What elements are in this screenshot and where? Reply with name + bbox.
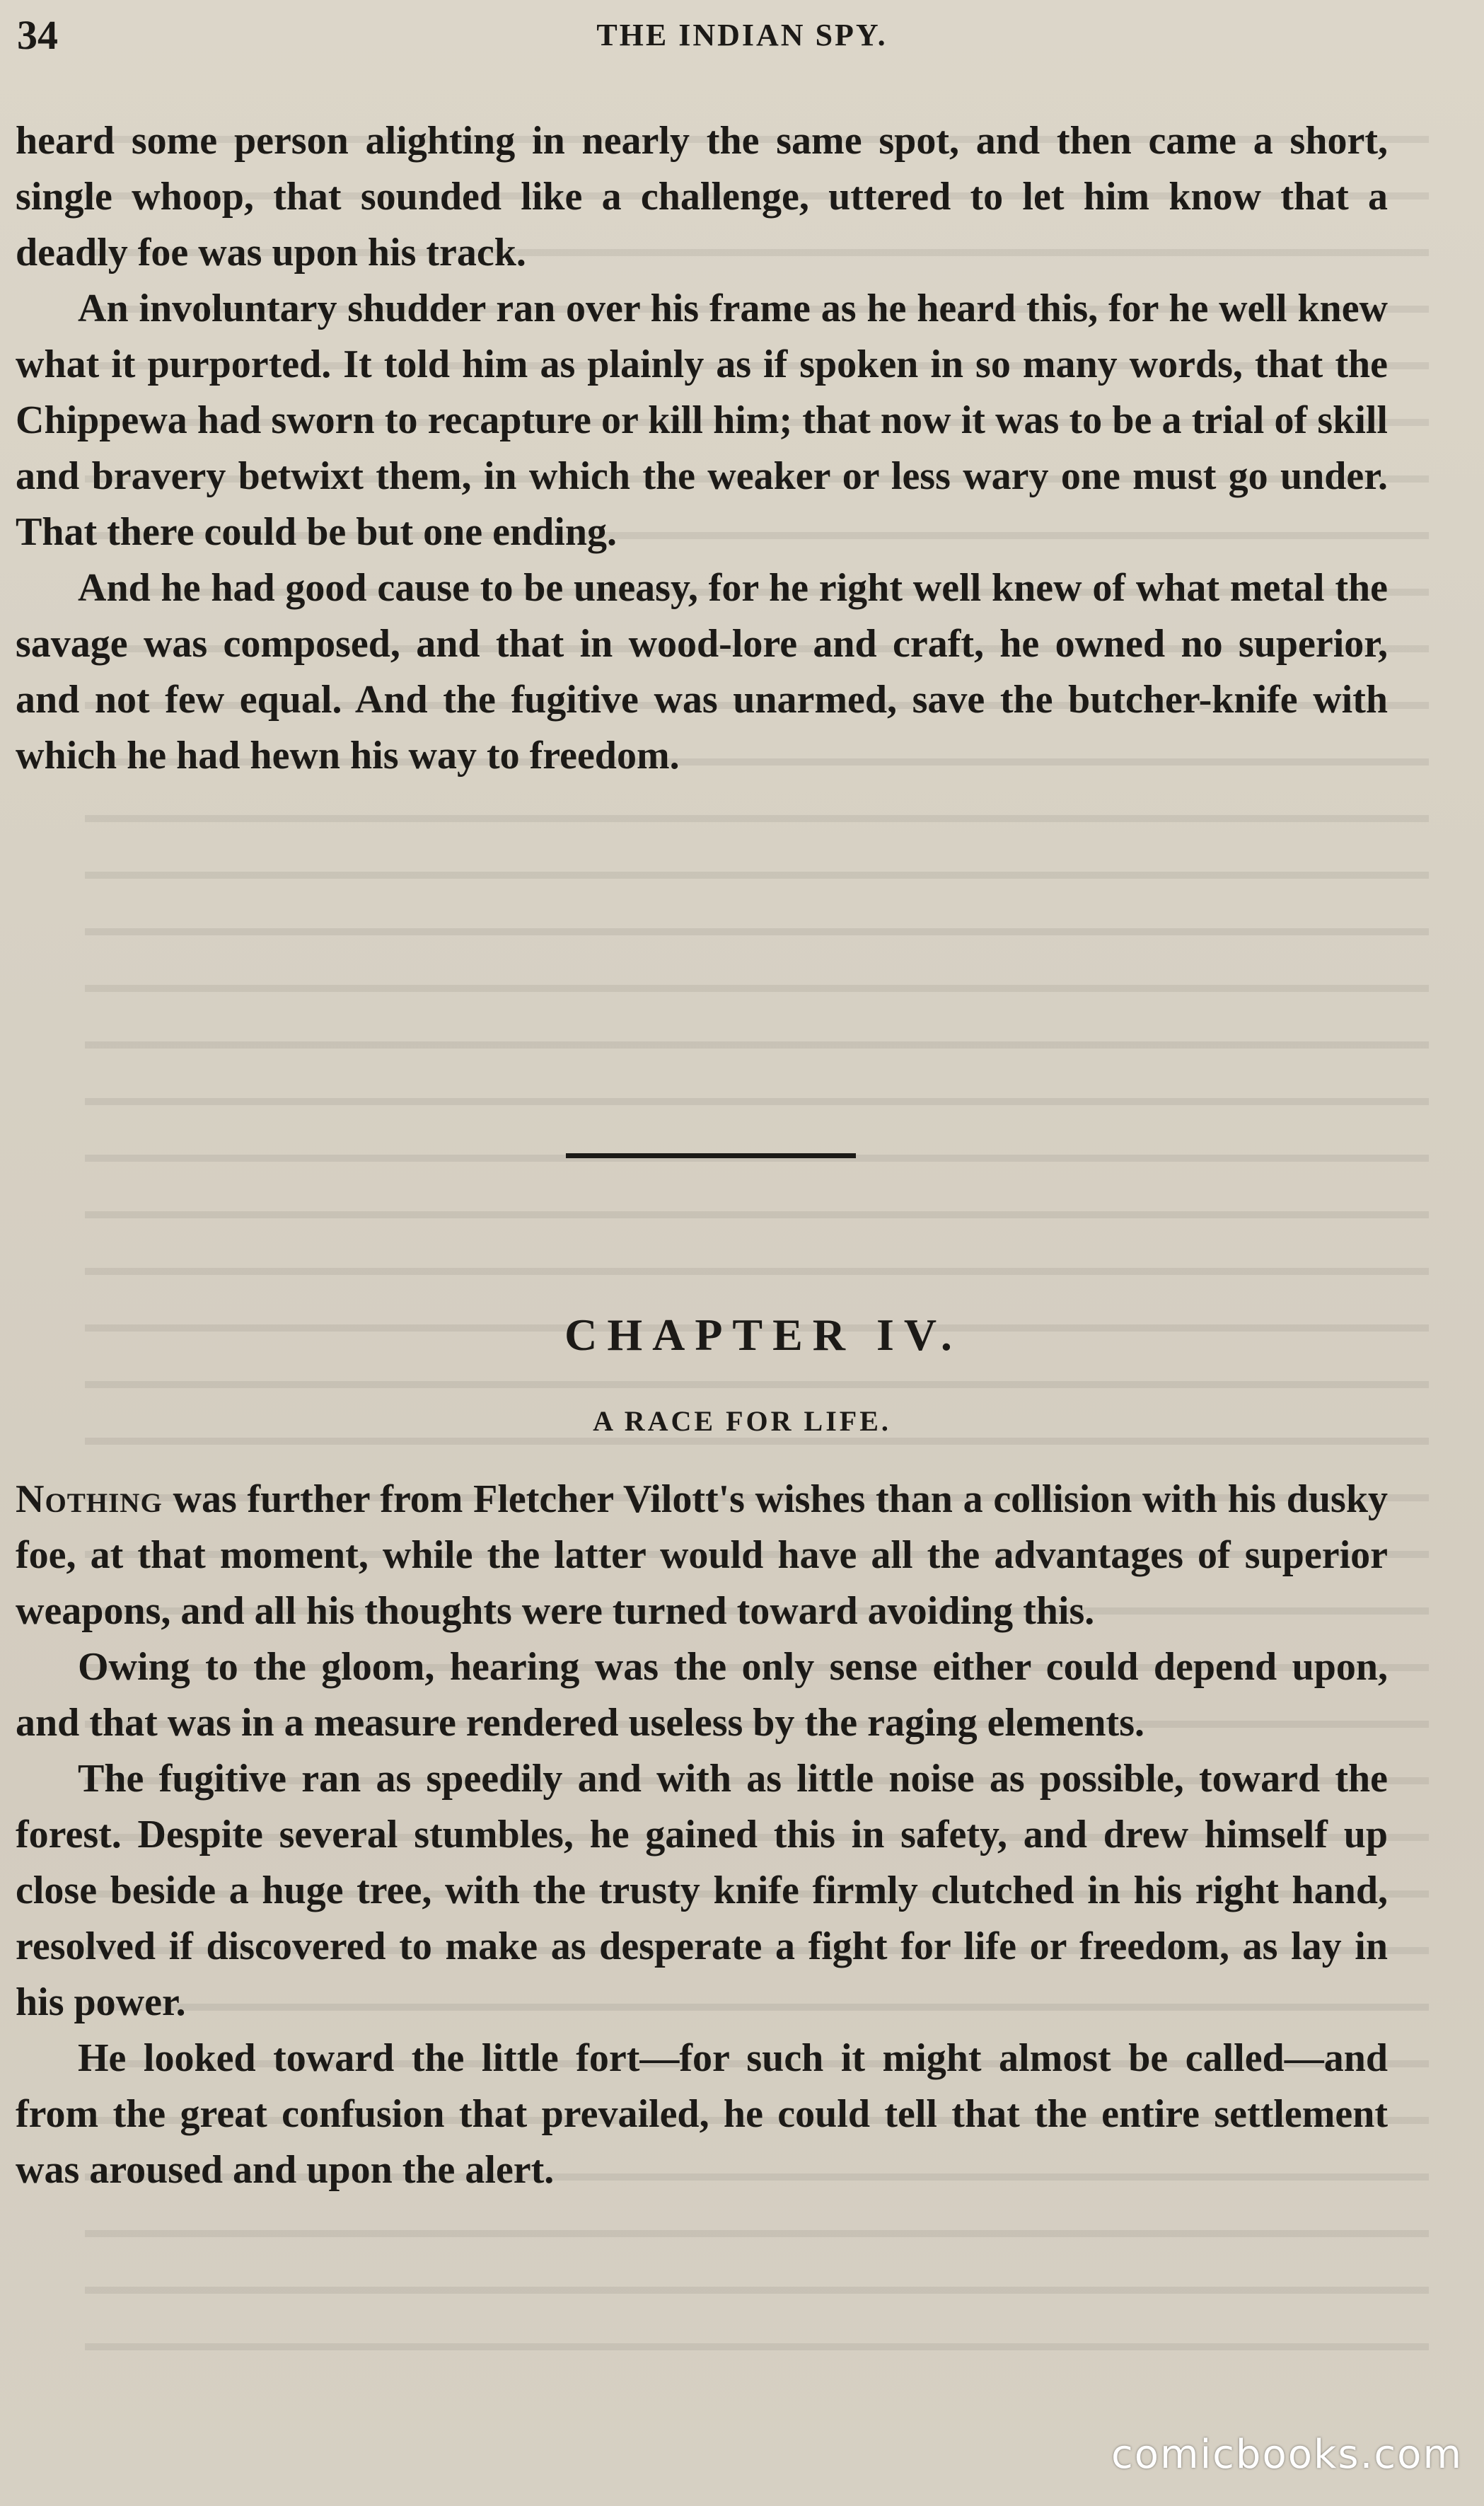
- page-header: [17, 4, 1467, 61]
- paragraph: An involuntary shudder ran over his frame as he heard this, for he well knew what it purported. It told him as plainly as if spoken in so many words, that the Chippewa had sworn to recapture or kill him; that now it was to be a trial of skill and bravery betwixt them, in which the weaker or less wary one must go under. That there could be but one ending.: [16, 287, 1388, 554]
- watermark: comicbooks.com: [1111, 2432, 1463, 2478]
- drop-word: Nothing: [16, 1477, 163, 1521]
- section-divider: [566, 1153, 856, 1158]
- paragraph-text: was further from Fletcher Vilott's wishes than a collision with his dusky foe, at that moment, while the latter would have all the advantages of superior weapons, and all his thoughts were turned toward avoiding this.: [16, 1477, 1388, 1633]
- paragraph: [16, 1472, 1388, 1639]
- paragraph: Owing to the gloom, hearing was the only sense either could depend upon, and that was in a measure rendered useless by the raging elements.: [16, 1645, 1388, 1745]
- chapter-title: CHAPTER IV.: [564, 1310, 962, 1360]
- text-block-before-chapter: [16, 113, 1388, 784]
- paragraph: And he had good cause to be uneasy, for he right well knew of what metal the savage was composed, and that in wood-lore and craft, he owned no superior, and not few equal. And the fugitive was unarmed, save the butcher-knife with which he had hewn his way to freedom.: [16, 566, 1388, 778]
- paragraph: The fugitive ran as speedily and with as little noise as possible, toward the forest. Despite several stumbles, he gained this in safety, and drew himself up close beside a huge tree, with the trusty knife firmly clutched in his right hand, resolved if discovered to make as desperate a fight for life or freedom, as lay in his power.: [16, 1757, 1388, 2024]
- paragraph: heard some person alighting in nearly the same spot, and then came a short, single whoop, that sounded like a challenge, uttered to let him know that a deadly foe was upon his track.: [16, 119, 1388, 275]
- chapter-subtitle: A RACE FOR LIFE.: [593, 1405, 891, 1437]
- page-number: 34: [17, 12, 58, 58]
- text-block-chapter-body: [16, 1472, 1388, 2198]
- paragraph: He looked toward the little fort—for such it might almost be called—and from the great confusion that prevailed, he could tell that the entire settlement was aroused and upon the alert.: [16, 2036, 1388, 2192]
- running-head: THE INDIAN SPY.: [596, 18, 888, 52]
